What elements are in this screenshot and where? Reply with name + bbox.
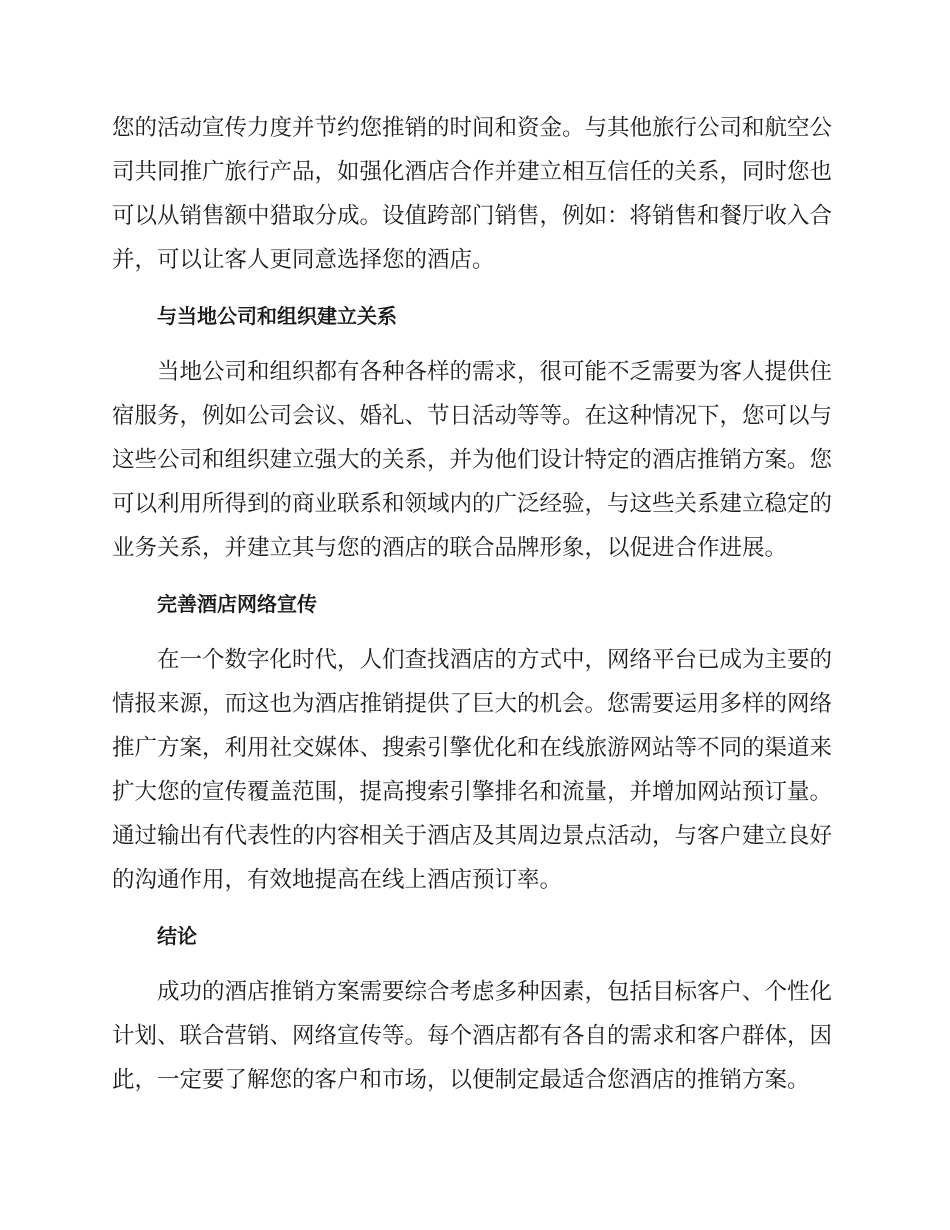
section-heading-online-promotion: 完善酒店网络宣传	[157, 592, 317, 616]
section-body-local-partnerships: 当地公司和组织都有各种各样的需求，很可能不乏需要为客人提供住宿服务，例如公司会议、婚礼、节日活动等等。在这种情况下，您可以与这些公司和组织建立强大的关系，并为他们设计特定的酒店推销方案。您可以利用所得到的商业联系和领域内的广泛经验，与这些关系建立稳定的业务关系，并建立其与您的酒店的联合品牌形象，以促进合作进展。	[112, 359, 833, 561]
section-heading-conclusion: 结论	[157, 924, 197, 948]
section-body-online-promotion: 在一个数字化时代，人们查找酒店的方式中，网络平台已成为主要的情报来源，而这也为酒店推销提供了巨大的机会。您需要运用多样的网络推广方案，利用社交媒体、搜索引擎优化和在线旅游网站等不同的渠道来扩大您的宣传覆盖范围，提高搜索引擎排名和流量，并增加网站预订量。通过输出有代表性的内容相关于酒店及其周边景点活动，与客户建立良好的沟通作用，有效地提高在线上酒店预订率。	[112, 647, 833, 893]
section-body-conclusion: 成功的酒店推销方案需要综合考虑多种因素，包括目标客户、个性化计划、联合营销、网络宣传等。每个酒店都有各自的需求和客户群体，因此，一定要了解您的客户和市场，以便制定最适合您酒店的推销方案。	[112, 979, 833, 1093]
intro-paragraph: 您的活动宣传力度并节约您推销的时间和资金。与其他旅行公司和航空公司共同推广旅行产品，如强化酒店合作并建立相互信任的关系，同时您也可以从销售额中猎取分成。设值跨部门销售，例如：将销售和餐厅收入合并，可以让客人更同意选择您的酒店。	[112, 115, 833, 273]
section-heading-local-partnerships: 与当地公司和组织建立关系	[157, 304, 397, 328]
document-page	[112, 106, 832, 1102]
